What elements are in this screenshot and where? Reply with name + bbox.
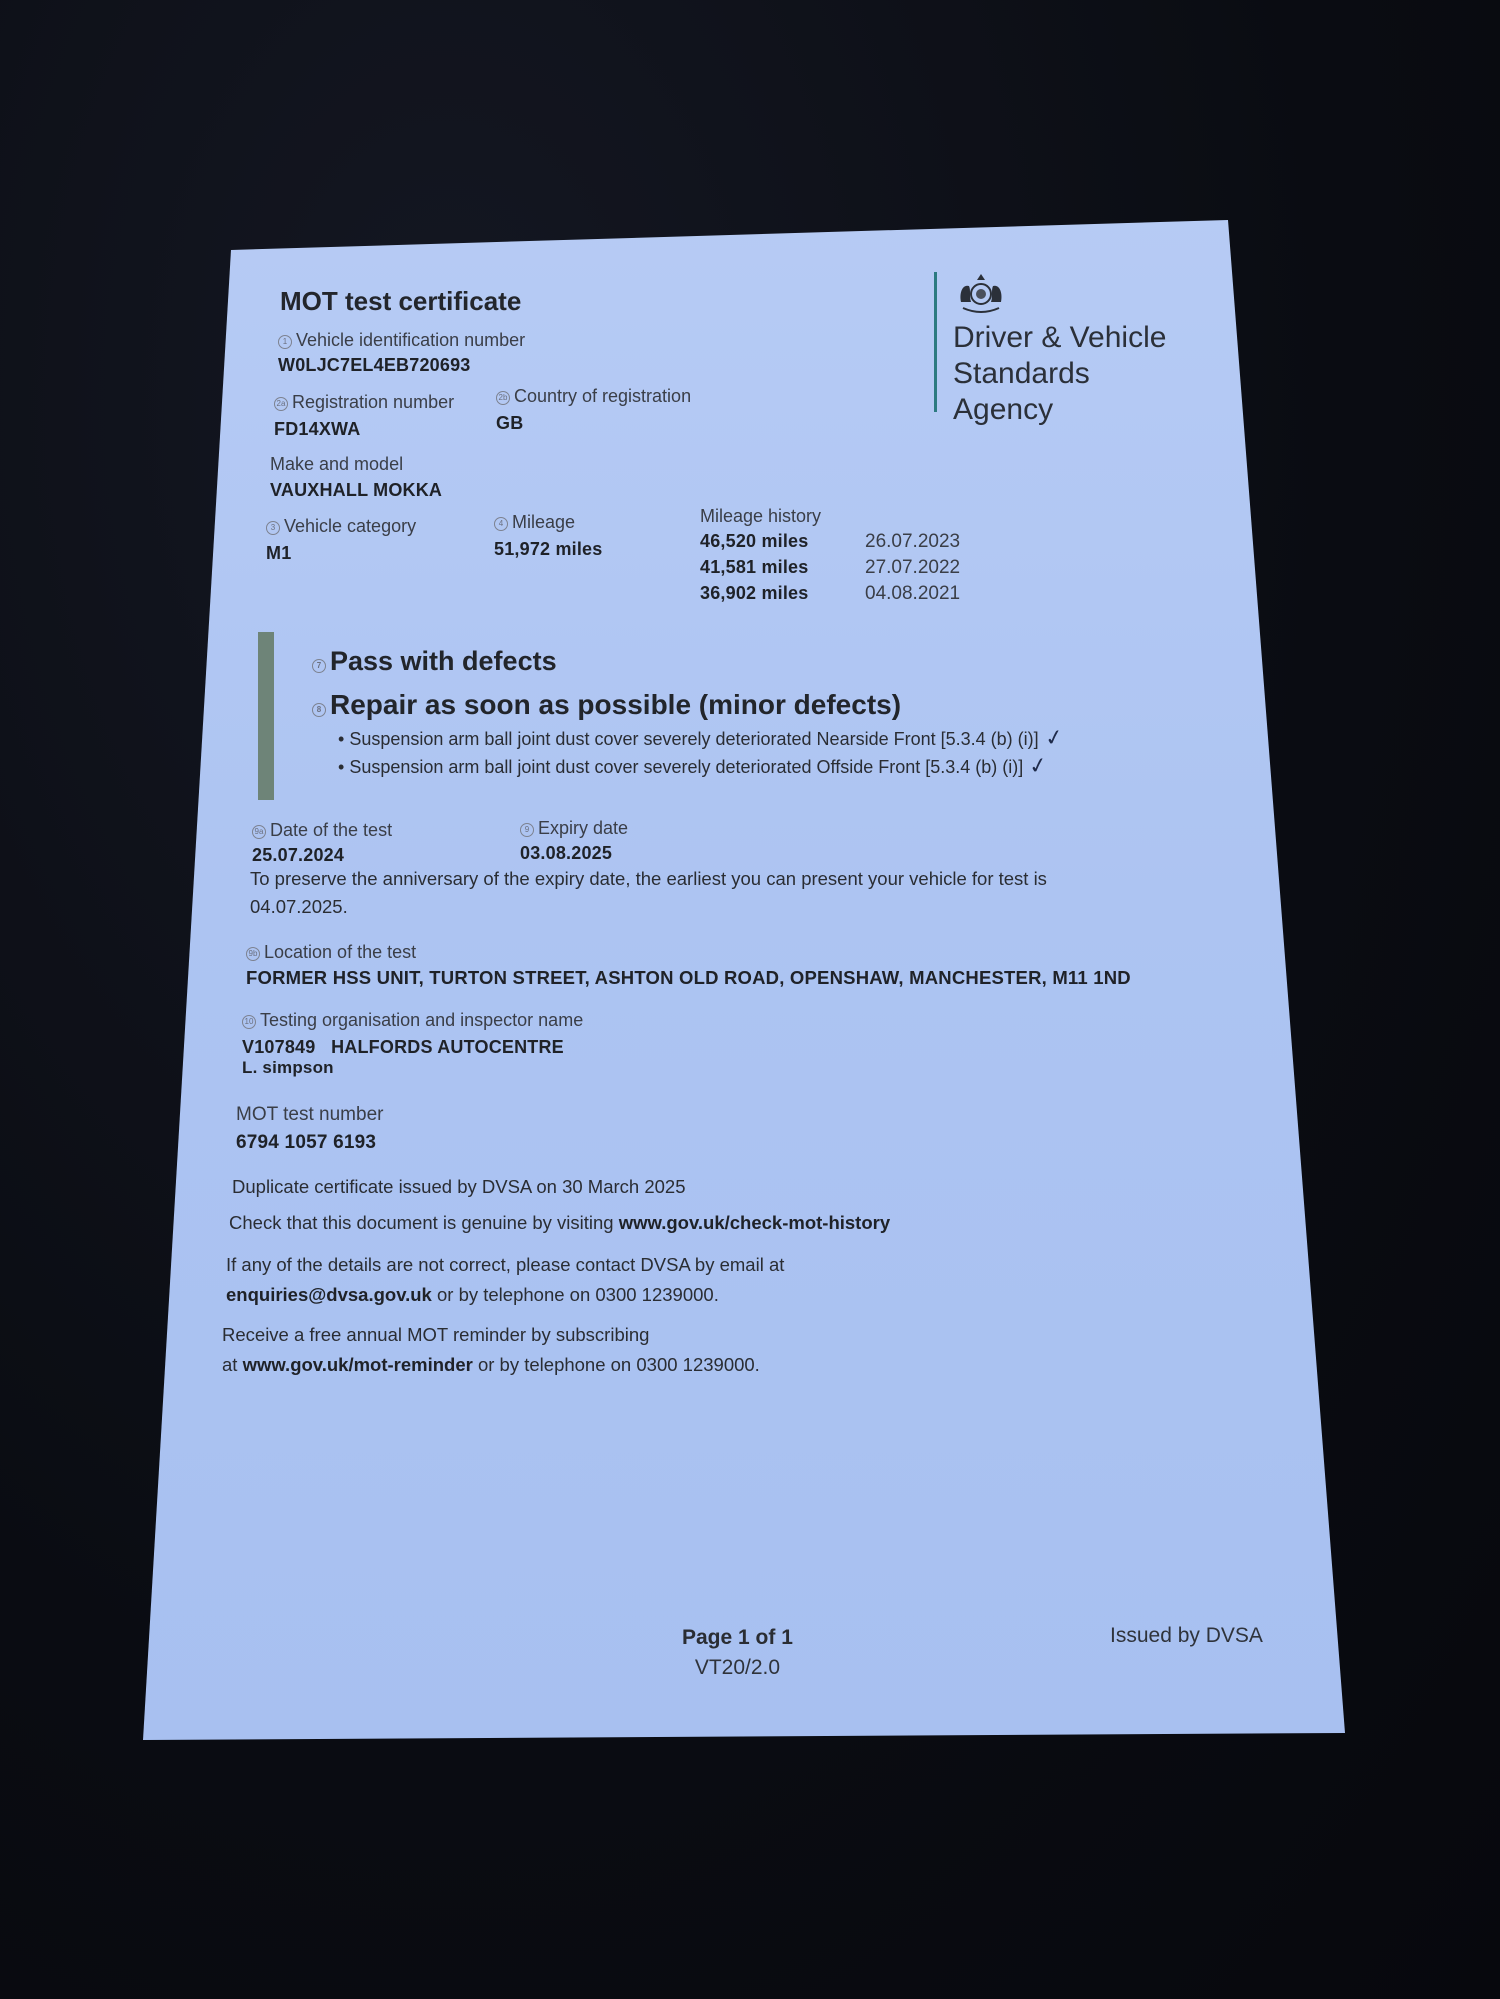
organisation-field — [242, 1010, 583, 1078]
history-date: 27.07.2022 — [865, 557, 961, 578]
location-value: FORMER HSS UNIT, TURTON STREET, ASHTON OLD ROAD, OPENSHAW, MANCHESTER, M11 1ND — [246, 967, 1131, 988]
inspector-name: L. simpson — [242, 1058, 334, 1077]
check-mark-icon: ✓ — [1027, 751, 1050, 780]
expiry-date-field — [520, 818, 628, 864]
vin-value: W0LJC7EL4EB720693 — [278, 355, 471, 375]
make-model-field — [270, 454, 442, 501]
location-label: Location of the test — [264, 942, 417, 962]
registration-label: Registration number — [292, 392, 455, 412]
vin-field — [278, 330, 525, 376]
page-title: MOT test certificate — [280, 286, 522, 316]
history-date: 04.08.2021 — [865, 583, 961, 604]
history-date: 26.07.2023 — [865, 531, 961, 552]
anniversary-note: To preserve the anniversary of the expiry date, the earliest you can present your vehicle for test is 04.07.2025. — [250, 868, 1047, 917]
mileage-history — [700, 506, 960, 605]
registration-field — [274, 392, 454, 440]
result-status: Pass with defects — [330, 646, 557, 676]
contact-note: If any of the details are not correct, please contact DVSA by email at enquiries@dvsa.gov.uk or by telephone on 0300 1239000. — [226, 1254, 785, 1305]
field-number-icon: 10 — [242, 1015, 256, 1029]
check-mark-icon: ✓ — [1042, 723, 1066, 752]
duplicate-note: Duplicate certificate issued by DVSA on 30 March 2025 — [232, 1176, 686, 1197]
check-note: Check that this document is genuine by visiting www.gov.uk/check-mot-history — [229, 1212, 891, 1233]
test-number-value: 6794 1057 6193 — [236, 1132, 377, 1153]
location-field — [246, 942, 1131, 989]
field-number-icon: 7 — [312, 659, 326, 673]
test-date-label: Date of the test — [270, 820, 393, 840]
history-miles: 46,520 miles — [700, 531, 809, 551]
mileage-history-label: Mileage history — [700, 506, 822, 526]
test-number-field — [236, 1104, 383, 1154]
page-number: Page 1 of 1 — [682, 1626, 793, 1649]
test-number-label: MOT test number — [236, 1104, 384, 1125]
mot-reminder-link[interactable]: www.gov.uk/mot-reminder — [242, 1354, 473, 1375]
result-block — [312, 646, 1066, 780]
logo-line-2: Standards — [953, 357, 1090, 390]
country-label: Country of registration — [514, 386, 692, 406]
mileage-field — [494, 512, 602, 560]
test-date-field — [252, 820, 392, 866]
dvsa-logo — [934, 272, 1167, 426]
country-value: GB — [496, 413, 524, 433]
field-number-icon: 3 — [266, 521, 280, 535]
country-field — [496, 386, 691, 434]
field-number-icon: 1 — [278, 335, 292, 349]
vehicle-category-field — [266, 516, 416, 564]
mileage-label: Mileage — [512, 512, 576, 532]
royal-crest-icon — [953, 272, 1009, 314]
vin-label: Vehicle identification number — [296, 330, 526, 350]
history-miles: 41,581 miles — [700, 557, 809, 577]
history-miles: 36,902 miles — [700, 583, 809, 603]
status-bar — [258, 632, 274, 800]
test-date-value: 25.07.2024 — [252, 845, 345, 865]
field-number-icon: 9b — [246, 947, 260, 961]
form-version: VT20/2.0 — [694, 1656, 781, 1679]
category-value: M1 — [266, 543, 292, 563]
mileage-value: 51,972 miles — [494, 539, 603, 559]
defect-item: • Suspension arm ball joint dust cover severely deteriorated Nearside Front [5.3.4 (b) (i)] ✓ — [338, 723, 1066, 752]
defect-section-title: Repair as soon as possible (minor defects) — [330, 689, 902, 720]
organisation-label: Testing organisation and inspector name — [260, 1010, 584, 1030]
field-number-icon: 2a — [274, 397, 288, 411]
expiry-date-value: 03.08.2025 — [520, 843, 613, 863]
expiry-date-label: Expiry date — [538, 818, 629, 838]
field-number-icon: 9a — [252, 825, 266, 839]
logo-line-3: Agency — [953, 393, 1054, 426]
page-footer — [682, 1626, 793, 1680]
registration-value: FD14XWA — [274, 419, 361, 439]
make-model-label: Make and model — [270, 454, 404, 474]
defect-item: • Suspension arm ball joint dust cover severely deteriorated Offside Front [5.3.4 (b) (i)] ✓ — [338, 751, 1050, 780]
site-id: V107849 — [242, 1037, 316, 1057]
logo-line-1: Driver & Vehicle — [953, 321, 1167, 354]
field-number-icon: 9 — [520, 823, 534, 837]
organisation-name: HALFORDS AUTOCENTRE — [331, 1037, 564, 1057]
field-number-icon: 8 — [312, 703, 326, 717]
issued-by: Issued by DVSA — [1110, 1624, 1263, 1647]
field-number-icon: 2b — [496, 391, 510, 405]
reminder-note: Receive a free annual MOT reminder by subscribing at www.gov.uk/mot-reminder or by telephone on 0300 1239000. — [222, 1324, 760, 1375]
check-mot-history-link[interactable]: www.gov.uk/check-mot-history — [618, 1212, 891, 1233]
field-number-icon: 4 — [494, 517, 508, 531]
make-model-value: VAUXHALL MOKKA — [270, 480, 443, 500]
category-label: Vehicle category — [284, 516, 417, 536]
contact-email-link[interactable]: enquiries@dvsa.gov.uk — [226, 1284, 432, 1305]
